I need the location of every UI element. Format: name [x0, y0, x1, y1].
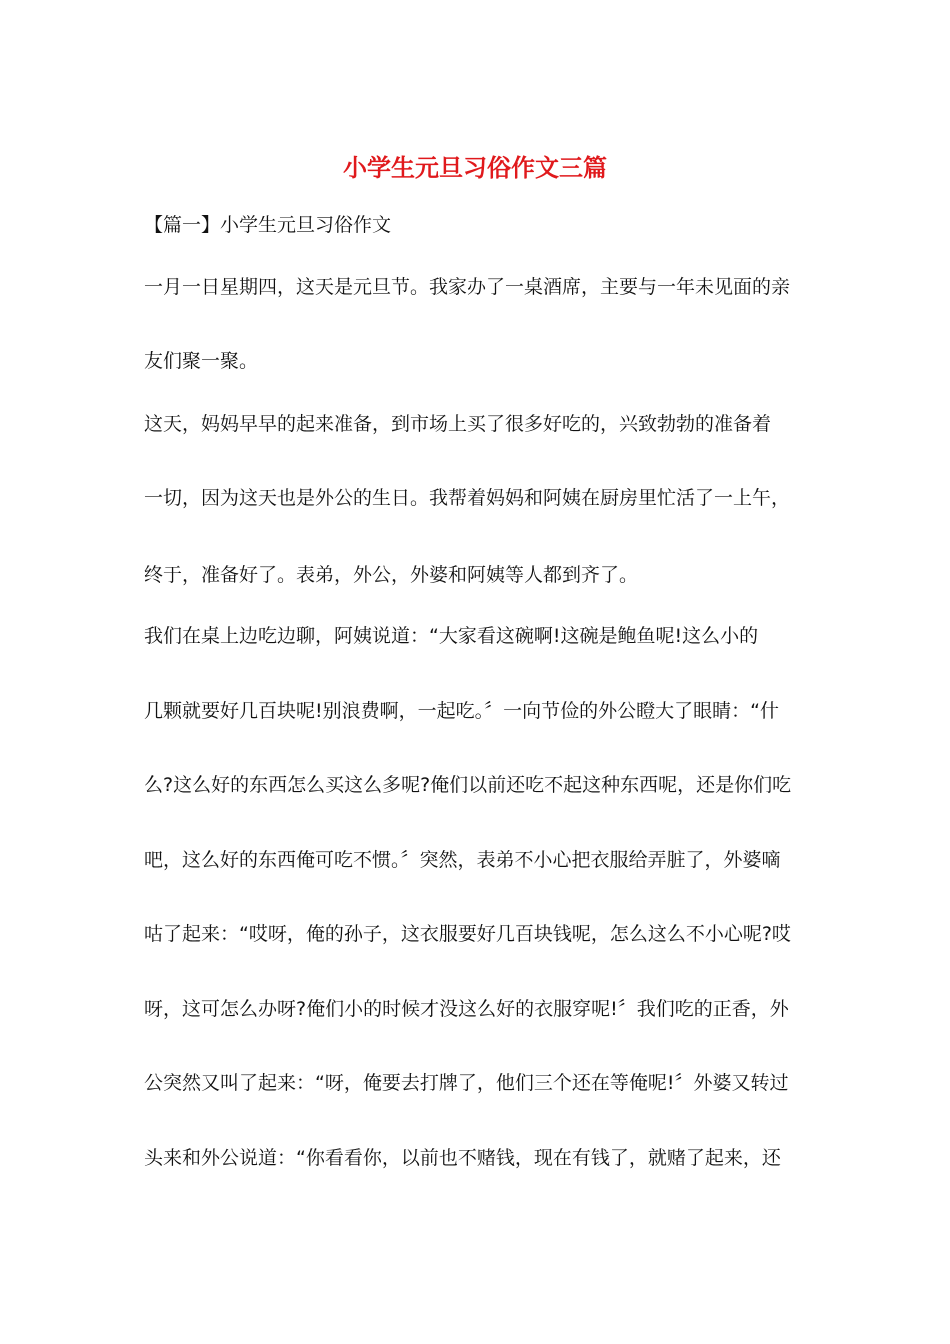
paragraph-line: 呀，这可怎么办呀?俺们小的时候才没这么好的衣服穿呢!〞我们吃的正香，外 [144, 998, 789, 1020]
paragraph-line: 一切，因为这天也是外公的生日。我帮着妈妈和阿姨在厨房里忙活了一上午， [144, 487, 791, 509]
paragraph-line: 吧，这么好的东西俺可吃不惯。〞突然，表弟不小心把衣服给弄脏了，外婆嘀 [144, 849, 781, 871]
paragraph-line: 公突然又叫了起来：“呀，俺要去打牌了，他们三个还在等俺呢!〞外婆又转过 [144, 1072, 789, 1094]
paragraph-line: 咕了起来：“哎呀，俺的孙子，这衣服要好几百块钱呢，怎么这么不小心呢?哎 [144, 923, 791, 945]
paragraph-line: 终于，准备好了。表弟，外公，外婆和阿姨等人都到齐了。 [144, 564, 639, 586]
paragraph-line: 这天，妈妈早早的起来准备，到市场上买了很多好吃的，兴致勃勃的准备着 [144, 413, 772, 435]
paragraph-line: 几颗就要好几百块呢!别浪费啊，一起吃。〞一向节俭的外公瞪大了眼睛：“什 [144, 700, 779, 722]
paragraph-line: 么?这么好的东西怎么买这么多呢?俺们以前还吃不起这种东西呢，还是你们吃 [144, 774, 792, 796]
section-heading: 【篇一】小学生元旦习俗作文 [144, 214, 392, 236]
paragraph-line: 我们在桌上边吃边聊，阿姨说道：“大家看这碗啊!这碗是鲍鱼呢!这么小的 [144, 625, 759, 647]
paragraph-line: 友们聚一聚。 [144, 350, 259, 372]
document-title: 小学生元旦习俗作文三篇 [343, 153, 607, 182]
paragraph-line: 一月一日星期四，这天是元旦节。我家办了一桌酒席，主要与一年未见面的亲 [144, 276, 791, 298]
paragraph-line: 头来和外公说道：“你看看你，以前也不赌钱，现在有钱了，就赌了起来，还 [144, 1147, 781, 1169]
